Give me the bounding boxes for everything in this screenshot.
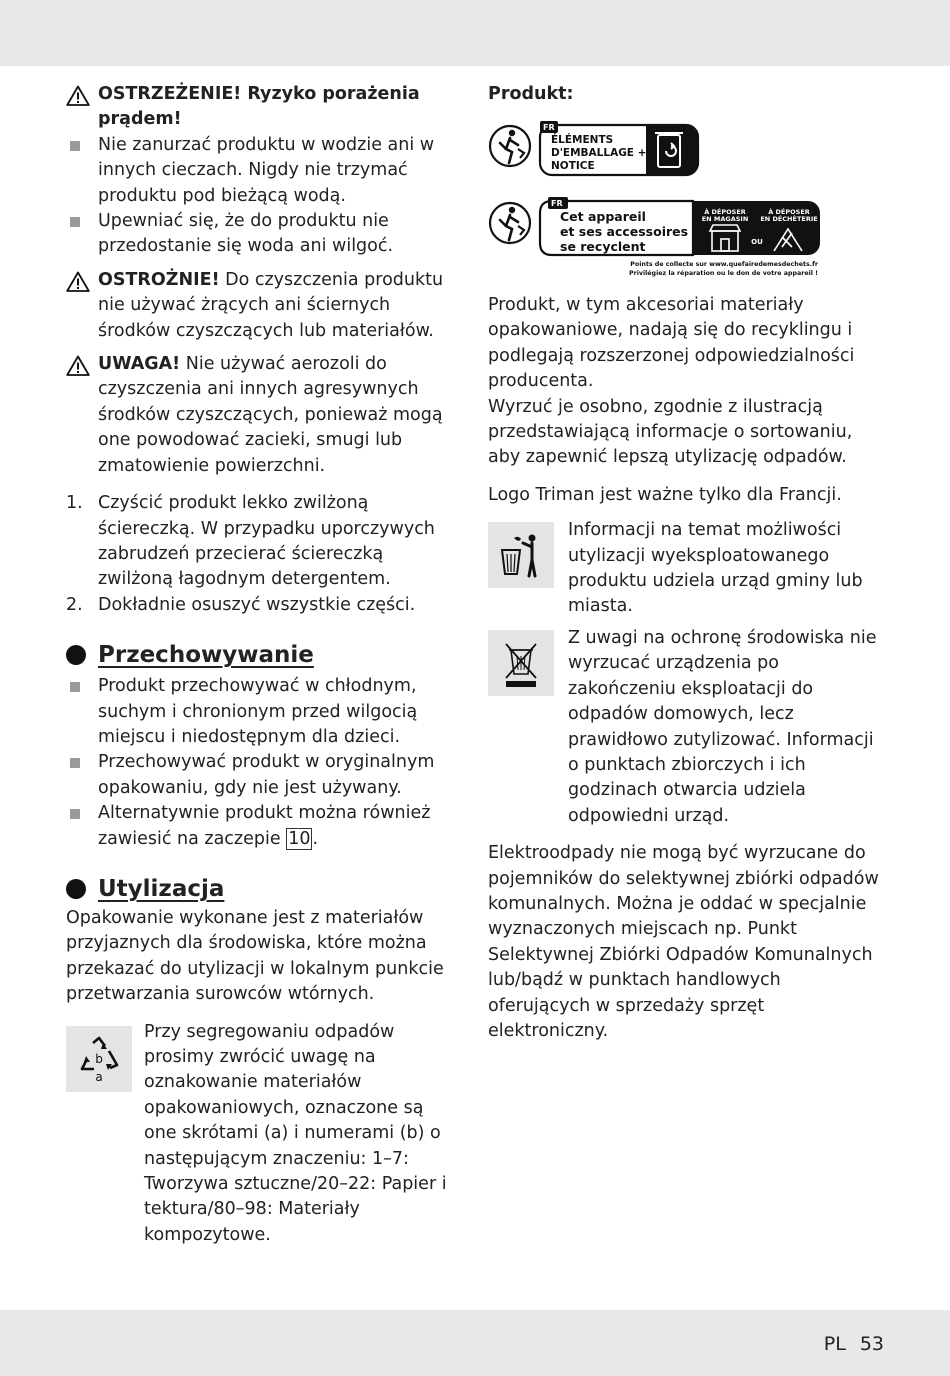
recycling-code-a: a: [95, 1069, 103, 1084]
product-heading: Produkt:: [488, 84, 574, 104]
bin-info: [488, 522, 888, 620]
triman1-line1: ÉLÉMENTS: [551, 134, 614, 146]
list-item: [66, 801, 461, 852]
bullet-text: Przechowywać produkt w oryginalnym opakowaniu, gdy nie jest używany.: [98, 752, 435, 798]
bullet-square-icon: [70, 809, 80, 819]
page-footer: [824, 1333, 884, 1355]
list-item: [66, 750, 461, 801]
bullet-text: Produkt przechowywać w chłodnym, suchym i chronionym przed wilgocią miejscu i niedostępnym dla dzieci.: [98, 676, 418, 747]
paragraph-sorting: Wyrzuć je osobno, zgodnie z ilustracją przedstawiającą informacje o sortowaniu, aby zapewnić lepszą utylizację odpadów.: [488, 396, 853, 468]
note-notice: [66, 352, 461, 479]
right-column: [488, 82, 888, 1044]
page-number: 53: [859, 1333, 884, 1355]
triman2-footer-line2: Privilégiez la réparation ou le don de votre appareil !: [628, 270, 818, 277]
triman1-line3: NOTICE: [551, 160, 595, 172]
or-label: OU: [751, 238, 763, 246]
top-band: [0, 0, 950, 66]
paragraph-electrowaste: Elektroodpady nie mogą być wyrzucane do pojemników do selektywnej zbiórki odpadów komunalnych. Można je oddać w specjalnie wyznaczonych miejscach np. Punkt Selektywnej Zbiórki Odpadów Komunalnych lub/bądź w punktach handlowych oferujących w sprzedaży sprzęt elektroniczny.: [488, 843, 879, 1041]
bottom-band: [0, 1310, 950, 1376]
bullet-dot-icon: [66, 879, 86, 899]
list-item: [66, 674, 461, 750]
note-text: Nie używać aerozoli do czyszczenia ani innych agresywnych środków czyszczących, ponieważ mogą one powodować zacieki, smugi lub zmatowienie powierzchni.: [98, 354, 443, 476]
step-number: 1.: [66, 493, 83, 514]
step-item: [66, 593, 461, 618]
section-heading-storage: [66, 640, 461, 670]
language-code: PL: [823, 1333, 846, 1355]
step-number: 2.: [66, 594, 83, 615]
caution-notice: [66, 268, 461, 344]
triman-packaging-graphic: [488, 119, 700, 181]
fr-badge: FR: [551, 199, 563, 208]
dump-line2: EN DÉCHÈTERIE: [760, 215, 818, 223]
triman2-footer-line1: Points de collecte sur www.quefairedemesdechets.fr: [630, 261, 818, 268]
section-title: Utylizacja: [98, 875, 225, 902]
triman2-line2: et ses accessoires: [560, 224, 689, 239]
step-text: Dokładnie osuszyć wszystkie części.: [98, 594, 416, 615]
bullet-text: [98, 801, 461, 852]
recycling-info: [66, 1021, 461, 1249]
warning-triangle-icon: [66, 355, 90, 376]
triman1-line2: D'EMBALLAGE +: [551, 147, 647, 159]
warning-triangle-icon: [66, 85, 90, 106]
bullet-square-icon: [70, 758, 80, 768]
bullet-square-icon: [70, 217, 80, 227]
fr-badge: FR: [543, 123, 555, 132]
bullet-square-icon: [70, 141, 80, 151]
bullet-dot-icon: [66, 645, 86, 665]
disposal-intro: Opakowanie wykonane jest z materiałów przyjaznych dla środowiska, które można przekazać do utylizacji w lokalnym punkcie przetwarzania surowców wtórnych.: [66, 907, 444, 1005]
recycling-triangle-icon: [66, 1026, 132, 1092]
bullet-text-part: Alternatywnie produkt można również zawiesić na zaczepie: [98, 803, 431, 849]
bullet-text-part: .: [312, 828, 319, 849]
bullet-text: Upewniać się, że do produktu nie przedostanie się woda ani wilgoć.: [98, 211, 394, 257]
dump-line1: À DÉPOSER: [768, 208, 810, 216]
step-text: Czyścić produkt lekko zwilżoną ściereczką. W przypadku uporczywych zabrudzeń przecierać ściereczką zwilżoną łagodnym detergentem.: [98, 493, 435, 590]
bullet-square-icon: [70, 682, 80, 692]
store-line2: EN MAGASIN: [701, 215, 749, 223]
paragraph-recycling: Produkt, w tym akcesoriai materiały opakowaniowe, nadają się do recyklingu i podlegają rozszerzonej odpowiedzialności producenta.: [488, 295, 855, 392]
note-label: UWAGA!: [98, 354, 181, 375]
warning-electric-shock: [66, 82, 461, 133]
left-column: [66, 82, 461, 1248]
weee-text: Z uwagi na ochronę środowiska nie wyrzucać urządzenia po zakończeniu eksploatacji do odpadów domowych, lecz prawidłowo zutylizować. Informacji o punktach zbiorczych i ich godzinach otwarcia udziela odpowiedni urząd.: [568, 627, 877, 826]
recycling-code-b: b: [95, 1051, 103, 1066]
list-item: [66, 133, 461, 209]
step-item: [66, 491, 461, 593]
triman-label-device: [488, 195, 824, 279]
warning-label: OSTRZEŻENIE! Ryzyko porażenia prądem!: [98, 84, 420, 130]
triman2-line1: Cet appareil: [560, 209, 646, 224]
caution-label: OSTROŻNIE!: [98, 269, 220, 290]
section-title: Przechowywanie: [98, 642, 314, 669]
triman2-line3: se recyclent: [560, 239, 646, 254]
bin-text: Informacji na temat możliwości utylizacji wyeksploatowanego produktu udziela urząd gminy lub miasta.: [568, 520, 863, 617]
section-heading-disposal: [66, 874, 461, 904]
crossed-bin-icon: [488, 630, 554, 696]
trash-bin-person-icon: [488, 522, 554, 588]
recycling-text: Przy segregowaniu odpadów prosimy zwrócić uwagę na oznakowanie materiałów opakowaniowych, oznaczone są one skrótami (a) i numerami (b) o następującym znaczeniu: 1–7: Tworzywa sztuczne/20–22: Papier i tektura/80–98: Materiały kompozytowe.: [144, 1021, 447, 1245]
warning-triangle-icon: [66, 271, 90, 292]
part-reference-number: 10: [288, 828, 311, 849]
bullet-text: Nie zanurzać produktu w wodzie ani w innych cieczach. Nigdy nie trzymać produktu pod bieżącą wodą.: [98, 134, 435, 206]
paragraph-triman-france: Logo Triman jest ważne tylko dla Francji.: [488, 484, 842, 505]
store-line1: À DÉPOSER: [704, 208, 746, 216]
triman-device-graphic: [488, 195, 824, 279]
caution-text: Do czyszczenia produktu nie używać żrących ani ściernych środków czyszczących lub materiałów.: [98, 269, 444, 341]
list-item: [66, 209, 461, 260]
triman-label-packaging: [488, 119, 700, 181]
weee-info: [488, 627, 888, 829]
